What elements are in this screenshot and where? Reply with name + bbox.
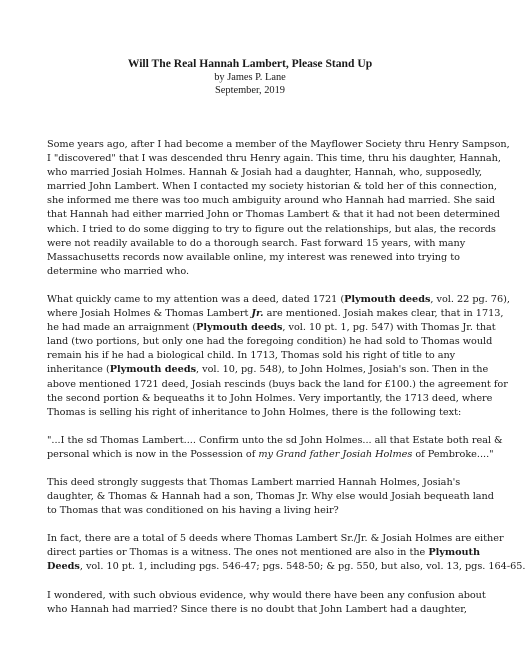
text-run: direct parties or Thomas is a witness. The ones not mentioned are also in the xyxy=(47,547,429,559)
text-run: of Pembroke...." xyxy=(412,448,494,460)
italic-phrase: my Grand father Josiah Holmes xyxy=(258,448,413,460)
text-line: married John Lambert. When I contacted my society historian & told her of this connection, xyxy=(47,181,497,193)
text-run: personal which is now in the Possession of xyxy=(47,448,259,460)
text-line: daughter, & Thomas & Hannah had a son, Thomas Jr. Why else would Josiah bequeath land xyxy=(47,491,494,503)
text-run: , vol. 10 pt. 1, pg. 547) with Thomas Jr. that xyxy=(282,322,496,334)
source-citation: Plymouth deeds xyxy=(109,364,197,376)
text-run: where Josiah Holmes & Thomas Lambert xyxy=(47,308,252,320)
text-line: to Thomas that was conditioned on his having a living heir? xyxy=(47,505,339,517)
source-citation: Plymouth xyxy=(428,547,481,559)
text-line: the second portion & bequeaths it to John Holmes. Very importantly, the 1713 deed, where xyxy=(47,392,493,404)
text-line xyxy=(47,321,496,335)
text-run: inheritance ( xyxy=(47,364,110,376)
paragraph-6 xyxy=(47,589,486,617)
text-line: who married Josiah Holmes. Hannah & Josiah had a daughter, Hannah, who, supposedly, xyxy=(47,167,483,179)
text-line: I "discovered" that I was descended thru Henry again. This time, thru his daughter, Hannah, xyxy=(47,153,501,165)
quoted-deed-text xyxy=(47,434,503,462)
paragraph-1 xyxy=(47,138,510,279)
text-run: , vol. 10, pg. 548), to John Holmes, Josiah's son. Then in the xyxy=(196,364,489,376)
text-line: that Hannah had either married John or Thomas Lambert & that it had not been determined xyxy=(47,209,500,221)
text-line: which. I tried to do some digging to try to figure out the relationships, but alas, the records xyxy=(47,223,496,235)
paragraph-2 xyxy=(47,293,510,420)
text-line: Some years ago, after I had become a member of the Mayflower Society thru Henry Sampson, xyxy=(47,139,510,150)
paragraph-5 xyxy=(47,532,525,574)
date-line: September, 2019 xyxy=(215,85,285,96)
text-line: "...I the sd Thomas Lambert.... Confirm unto the sd John Holmes... all that Estate both real & xyxy=(47,434,503,446)
source-citation: Plymouth deeds xyxy=(344,293,431,305)
document-title: Will The Real Hannah Lambert, Please Stand Up xyxy=(127,57,373,70)
text-run: What quickly came to my attention was a deed, dated 1721 ( xyxy=(47,293,345,305)
text-line xyxy=(47,560,525,574)
text-line xyxy=(47,448,494,462)
text-line: were not readily available to do a thorough search. Fast forward 15 years, with many xyxy=(47,237,466,249)
emphasis-jr: Jr. xyxy=(251,308,264,320)
source-citation: Plymouth deeds xyxy=(196,322,283,334)
source-citation: Deeds xyxy=(47,561,80,573)
author-line: by James P. Lane xyxy=(214,72,286,83)
text-line: Massachusetts records now available online, my interest was renewed into trying to xyxy=(47,251,460,263)
document-header xyxy=(0,57,500,97)
text-line: she informed me there was too much ambiguity around who Hannah had married. She said xyxy=(47,195,496,207)
text-line: In fact, there are a total of 5 deeds where Thomas Lambert Sr./Jr. & Josiah Holmes are either xyxy=(47,533,504,545)
text-run: he had made an arraignment ( xyxy=(47,322,197,334)
text-run: , vol. 22 pg. 76), xyxy=(430,293,510,305)
text-line: above mentioned 1721 deed, Josiah rescinds (buys back the land for £100.) the agreement for xyxy=(47,378,508,390)
text-line: who Hannah had married? Since there is no doubt that John Lambert had a daughter, xyxy=(47,603,467,615)
text-line xyxy=(47,307,504,321)
text-line xyxy=(47,293,510,307)
text-line: remain his if he had a biological child. In 1713, Thomas sold his right of title to any xyxy=(47,350,456,362)
text-line xyxy=(47,363,489,377)
text-line xyxy=(47,546,481,560)
text-run: are mentioned. Josiah makes clear, that in 1713, xyxy=(263,308,504,320)
text-line: This deed strongly suggests that Thomas Lambert married Hannah Holmes, Josiah's xyxy=(47,476,461,488)
text-line: determine who married who. xyxy=(47,265,190,277)
article-body xyxy=(47,138,525,631)
text-line: Thomas is selling his right of inheritance to John Holmes, there is the following text: xyxy=(47,406,462,418)
paragraph-4 xyxy=(47,476,494,518)
text-line: land (two portions, but only one had the foregoing condition) he had sold to Thomas would xyxy=(47,336,493,348)
text-run: , vol. 10 pt. 1, including pgs. 546-47; pgs. 548-50; & pg. 550, but also, vol. 13, pgs. 164-65. xyxy=(79,561,525,573)
text-line: I wondered, with such obvious evidence, why would there have been any confusion about xyxy=(47,589,486,601)
